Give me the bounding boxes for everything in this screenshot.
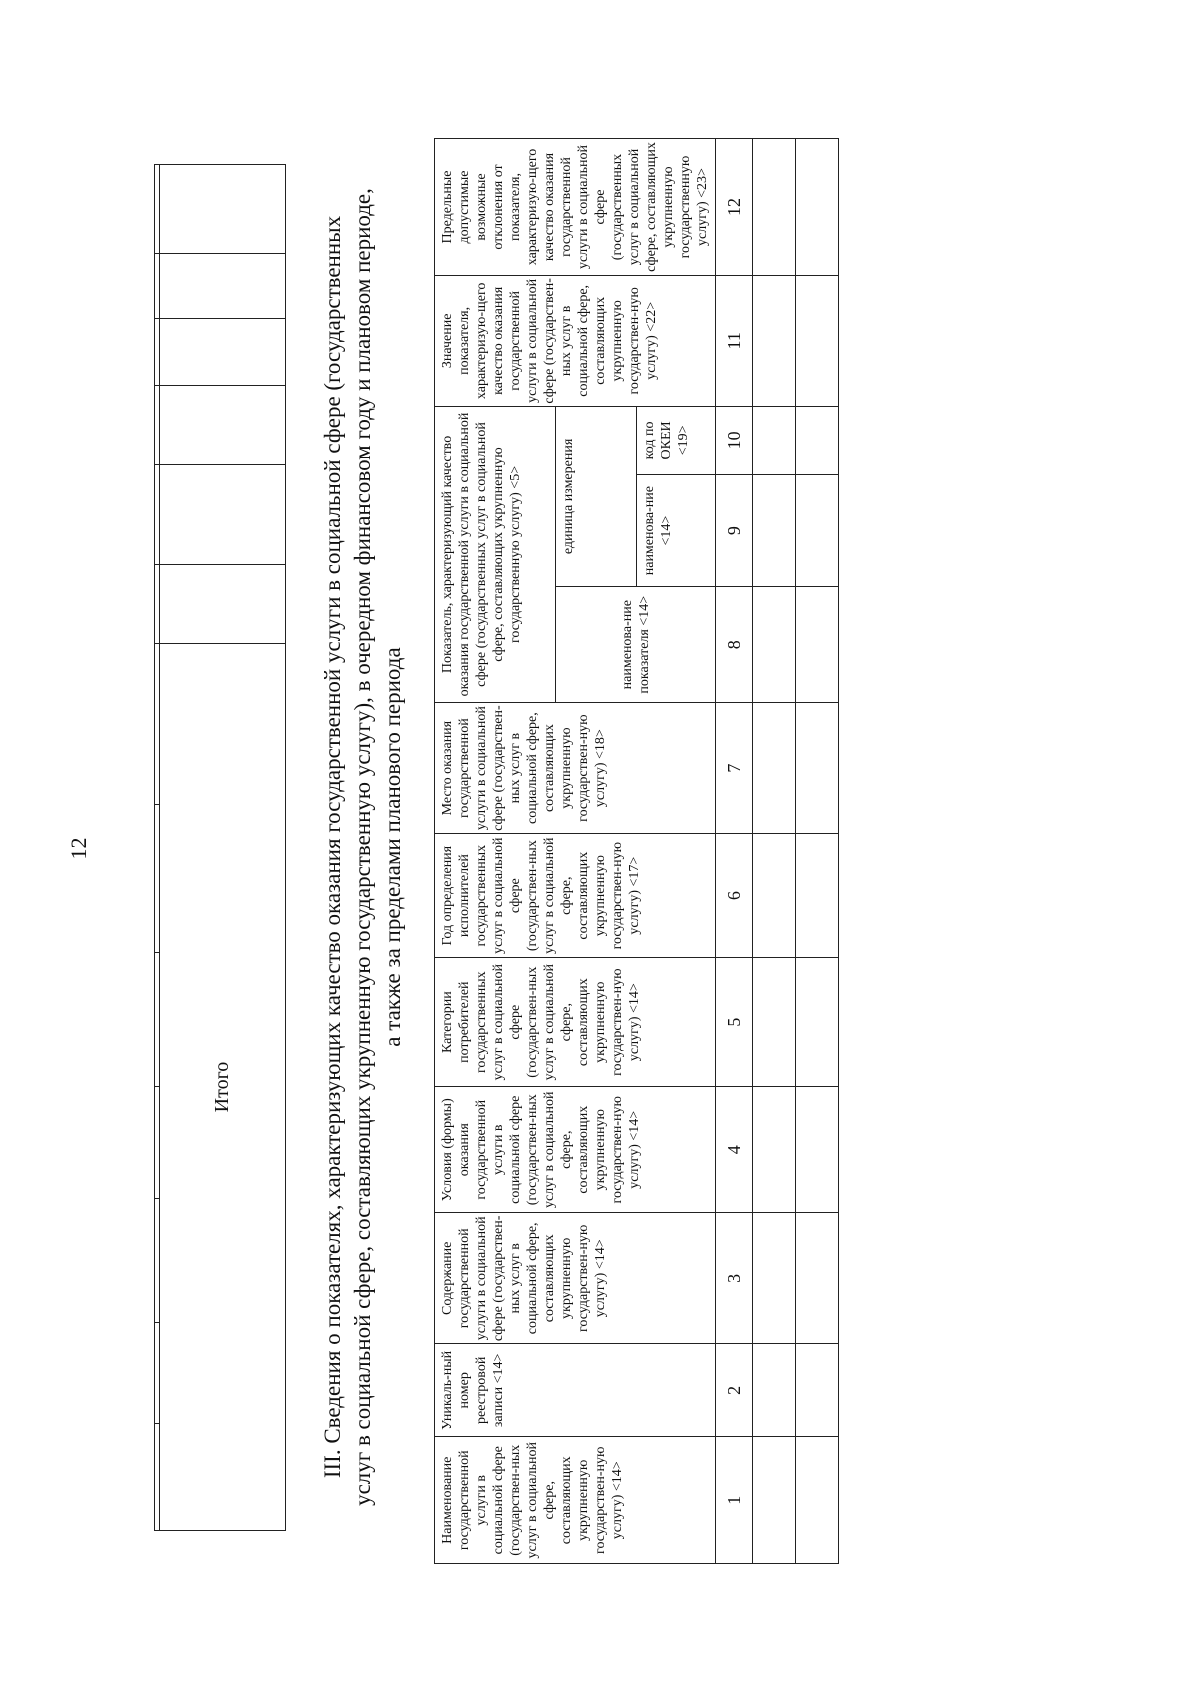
header-indicator-name: наименова-ние показателя <14> bbox=[556, 587, 716, 703]
column-number: 8 bbox=[716, 587, 753, 703]
column-number: 12 bbox=[716, 139, 753, 276]
column-number: 7 bbox=[716, 703, 753, 834]
column-number: 9 bbox=[716, 475, 753, 587]
column-number: 10 bbox=[716, 406, 753, 474]
header-okei-code: код по ОКЕИ <19> bbox=[637, 406, 716, 474]
column-number: 3 bbox=[716, 1213, 753, 1344]
header-service-place: Место оказания государственной услуги в социальной сфере (государствен-ных услуг в социальной сфере, составляющих укрупненную государствен-ную услугу) <18> bbox=[435, 703, 716, 834]
header-allowed-deviations: Предельные допустимые возможные отклонения от показателя, характеризую-щего качество оказания государственной услуги в социальной сфере (государственных услуг в социальной сфере, составляющих укрупненную государственную услугу) <23> bbox=[435, 139, 716, 276]
table-row bbox=[796, 139, 839, 1564]
header-quality-indicator-group: Показатель, характеризующий качество оказания государственной услуги в социальной сфере (государственных услуг в социальной сфере, составляющих укрупненную государственную услугу) <5> bbox=[435, 406, 556, 703]
header-consumer-categories: Категории потребителей государственных услуг в социальной сфере (государствен-ных услуг в социальной сфере, составляющих укрупненную государствен-ную услугу) <14> bbox=[435, 958, 716, 1087]
header-unit-name: наименова-ние <14> bbox=[637, 475, 716, 587]
header-indicator-value: Значение показателя, характеризую-щего качество оказания государственной услуги в социальной сфере (государствен-ных услуг в социальной сфере, составляющих укрупненную государствен-ную услугу) <22> bbox=[435, 276, 716, 407]
total-label: Итого bbox=[160, 644, 286, 1531]
quality-indicators-table bbox=[434, 138, 839, 1564]
header-unit-group: единица измерения bbox=[556, 406, 637, 586]
section-heading-line: а также за пределами планового периода bbox=[380, 647, 405, 1047]
header-executor-year: Год определения исполнителей государственных услуг в социальной сфере (государствен-ных услуг в социальной сфере, составляющих укрупненную государствен-ную услугу) <17> bbox=[435, 833, 716, 957]
previous-section-table bbox=[154, 164, 286, 1531]
table-row bbox=[753, 139, 796, 1564]
header-service-conditions: Условия (формы) оказания государственной услуги в социальной сфере (государствен-ных услуг в социальной сфере, составляющих укрупненную государствен-ную услугу) <14> bbox=[435, 1086, 716, 1213]
header-registry-number: Уникаль-ный номер реестровой записи <14> bbox=[435, 1344, 716, 1437]
column-number: 6 bbox=[716, 833, 753, 957]
column-number: 4 bbox=[716, 1086, 753, 1213]
section-heading-line: услуг в социальной сфере, составляющих укрупненную государственную услугу), в очередном финансовом году и плановом периоде, bbox=[350, 188, 375, 1506]
header-service-name: Наименование государственной услуги в социальной сфере (государствен-ных услуг в социальной сфере, составляющих укрупненную государствен-ную услугу) <14> bbox=[435, 1437, 716, 1564]
header-service-content: Содержание государственной услуги в социальной сфере (государствен-ных услуг в социальной сфере, составляющих укрупненную государствен-ную услугу) <14> bbox=[435, 1213, 716, 1344]
previous-table-total-row bbox=[160, 165, 286, 1531]
column-number: 2 bbox=[716, 1344, 753, 1437]
header-row bbox=[435, 139, 556, 1564]
column-number: 1 bbox=[716, 1437, 753, 1564]
column-number-row bbox=[716, 139, 753, 1564]
column-number: 5 bbox=[716, 958, 753, 1087]
column-number: 11 bbox=[716, 276, 753, 407]
page-number: 12 bbox=[66, 837, 91, 860]
section-heading-line: III. Сведения о показателях, характеризующих качество оказания государственной услуги в социальной сфере (государственных bbox=[320, 215, 345, 1479]
section-heading bbox=[318, 137, 408, 1557]
